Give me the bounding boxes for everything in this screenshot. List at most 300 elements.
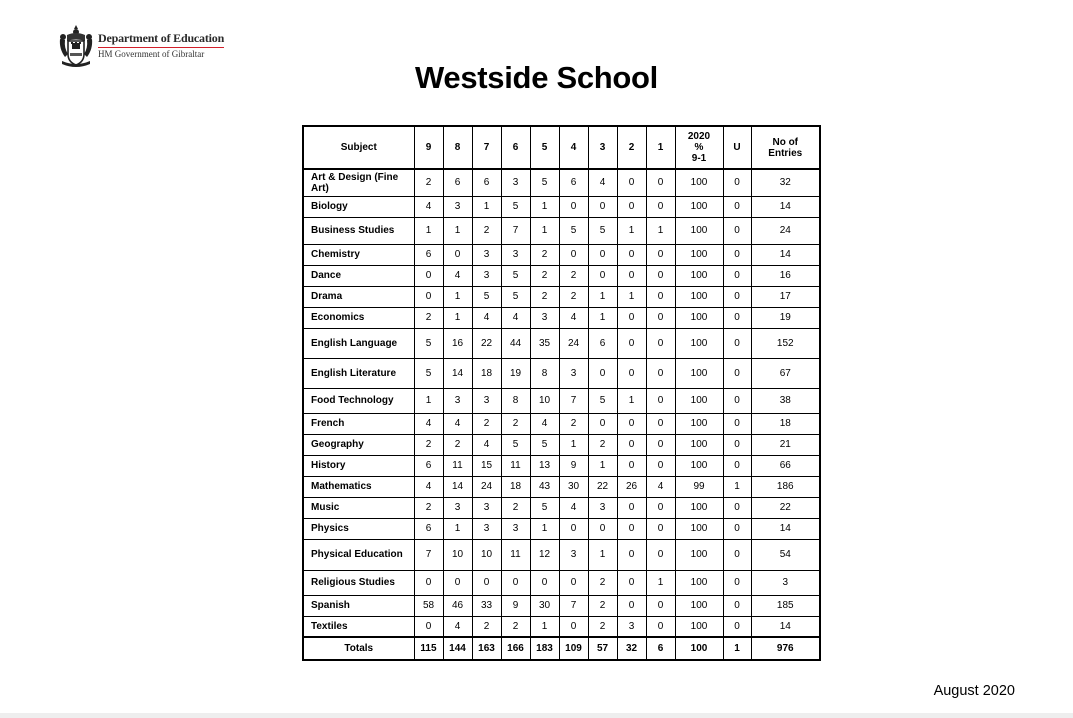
value-cell-grade-5: 8	[530, 358, 559, 388]
value-cell-grade-9: 2	[414, 307, 443, 328]
value-cell-grade-7: 5	[472, 286, 501, 307]
value-cell-grade-2: 0	[617, 244, 646, 265]
value-cell-grade-8: 11	[443, 455, 472, 476]
value-cell-grade-4: 24	[559, 328, 588, 358]
value-cell-pass-rate-2020: 100	[675, 595, 723, 616]
value-cell-number-of-entries: 19	[751, 307, 820, 328]
value-cell-grade-3: 4	[588, 169, 617, 196]
value-cell-grade-4: 7	[559, 595, 588, 616]
value-cell-grade-7: 2	[472, 616, 501, 637]
value-cell-grade-8: 1	[443, 217, 472, 244]
value-cell-grade-7: 3	[472, 244, 501, 265]
table-row	[303, 570, 820, 595]
value-cell-grade-1: 0	[646, 518, 675, 539]
value-cell-number-of-entries: 14	[751, 518, 820, 539]
value-cell-grade-5: 2	[530, 265, 559, 286]
value-cell-number-of-entries: 14	[751, 244, 820, 265]
value-cell-grade-6: 18	[501, 476, 530, 497]
value-cell-grade-4: 4	[559, 497, 588, 518]
value-cell-grade-3: 1	[588, 539, 617, 570]
value-cell-grade-7: 6	[472, 169, 501, 196]
value-cell-number-of-entries: 3	[751, 570, 820, 595]
subject-cell: Economics	[303, 307, 414, 328]
value-cell-grade-1: 0	[646, 595, 675, 616]
value-cell-grade-u: 0	[723, 518, 751, 539]
value-cell-grade-1: 0	[646, 307, 675, 328]
column-header-grade-2: 2	[617, 126, 646, 169]
value-cell-number-of-entries: 66	[751, 455, 820, 476]
value-cell-grade-u: 0	[723, 413, 751, 434]
value-cell-grade-3: 0	[588, 358, 617, 388]
totals-label: Totals	[303, 637, 414, 660]
value-cell-grade-6: 2	[501, 616, 530, 637]
subject-cell: Drama	[303, 286, 414, 307]
value-cell-grade-8: 14	[443, 358, 472, 388]
report-date: August 2020	[933, 683, 1015, 699]
value-cell-number-of-entries: 24	[751, 217, 820, 244]
value-cell-grade-3: 0	[588, 196, 617, 217]
total-cell-grade-4: 109	[559, 637, 588, 660]
value-cell-grade-1: 0	[646, 244, 675, 265]
value-cell-grade-u: 0	[723, 455, 751, 476]
value-cell-grade-6: 2	[501, 413, 530, 434]
value-cell-grade-4: 2	[559, 413, 588, 434]
results-table	[302, 125, 821, 661]
value-cell-number-of-entries: 14	[751, 196, 820, 217]
value-cell-grade-1: 0	[646, 434, 675, 455]
subject-cell: Biology	[303, 196, 414, 217]
value-cell-grade-3: 6	[588, 328, 617, 358]
value-cell-grade-5: 43	[530, 476, 559, 497]
value-cell-grade-5: 2	[530, 244, 559, 265]
value-cell-grade-4: 30	[559, 476, 588, 497]
table-row	[303, 434, 820, 455]
value-cell-grade-5: 1	[530, 196, 559, 217]
value-cell-grade-4: 0	[559, 196, 588, 217]
value-cell-grade-4: 0	[559, 244, 588, 265]
table-row	[303, 328, 820, 358]
value-cell-number-of-entries: 38	[751, 388, 820, 413]
value-cell-pass-rate-2020: 100	[675, 413, 723, 434]
value-cell-grade-3: 0	[588, 413, 617, 434]
value-cell-grade-u: 0	[723, 358, 751, 388]
value-cell-grade-u: 0	[723, 570, 751, 595]
value-cell-grade-2: 0	[617, 539, 646, 570]
value-cell-grade-u: 0	[723, 539, 751, 570]
value-cell-grade-4: 0	[559, 518, 588, 539]
value-cell-grade-u: 0	[723, 265, 751, 286]
value-cell-grade-1: 0	[646, 388, 675, 413]
value-cell-grade-2: 1	[617, 286, 646, 307]
subject-cell: Textiles	[303, 616, 414, 637]
value-cell-grade-7: 0	[472, 570, 501, 595]
table-header-row	[303, 126, 820, 169]
table-row	[303, 455, 820, 476]
value-cell-grade-7: 3	[472, 518, 501, 539]
value-cell-grade-7: 22	[472, 328, 501, 358]
subject-cell: Music	[303, 497, 414, 518]
value-cell-grade-3: 0	[588, 244, 617, 265]
value-cell-pass-rate-2020: 100	[675, 539, 723, 570]
value-cell-grade-8: 3	[443, 196, 472, 217]
subject-cell: English Literature	[303, 358, 414, 388]
value-cell-grade-2: 0	[617, 307, 646, 328]
value-cell-grade-5: 4	[530, 413, 559, 434]
value-cell-grade-9: 5	[414, 328, 443, 358]
total-cell-grade-7: 163	[472, 637, 501, 660]
value-cell-pass-rate-2020: 100	[675, 307, 723, 328]
value-cell-grade-9: 2	[414, 497, 443, 518]
value-cell-grade-6: 11	[501, 455, 530, 476]
value-cell-grade-1: 0	[646, 196, 675, 217]
value-cell-number-of-entries: 21	[751, 434, 820, 455]
value-cell-pass-rate-2020: 100	[675, 388, 723, 413]
value-cell-grade-6: 0	[501, 570, 530, 595]
value-cell-grade-1: 0	[646, 413, 675, 434]
value-cell-number-of-entries: 185	[751, 595, 820, 616]
value-cell-grade-2: 0	[617, 518, 646, 539]
table-row	[303, 217, 820, 244]
value-cell-grade-3: 3	[588, 497, 617, 518]
table-row	[303, 595, 820, 616]
value-cell-grade-6: 5	[501, 265, 530, 286]
value-cell-grade-2: 3	[617, 616, 646, 637]
value-cell-grade-9: 2	[414, 169, 443, 196]
value-cell-grade-9: 0	[414, 286, 443, 307]
value-cell-grade-1: 0	[646, 328, 675, 358]
table-row	[303, 265, 820, 286]
value-cell-grade-5: 1	[530, 518, 559, 539]
value-cell-grade-8: 46	[443, 595, 472, 616]
value-cell-grade-1: 0	[646, 497, 675, 518]
column-header-grade-9: 9	[414, 126, 443, 169]
value-cell-grade-3: 1	[588, 307, 617, 328]
value-cell-grade-5: 5	[530, 169, 559, 196]
value-cell-grade-8: 1	[443, 286, 472, 307]
value-cell-grade-7: 24	[472, 476, 501, 497]
value-cell-grade-3: 1	[588, 286, 617, 307]
logo-text	[98, 32, 224, 60]
value-cell-grade-7: 1	[472, 196, 501, 217]
value-cell-grade-8: 6	[443, 169, 472, 196]
column-header-grade-3: 3	[588, 126, 617, 169]
value-cell-grade-2: 0	[617, 455, 646, 476]
value-cell-number-of-entries: 18	[751, 413, 820, 434]
value-cell-grade-9: 0	[414, 570, 443, 595]
total-cell-grade-9: 115	[414, 637, 443, 660]
value-cell-pass-rate-2020: 100	[675, 196, 723, 217]
value-cell-grade-2: 0	[617, 169, 646, 196]
value-cell-grade-u: 0	[723, 286, 751, 307]
value-cell-grade-9: 4	[414, 196, 443, 217]
value-cell-grade-6: 3	[501, 244, 530, 265]
value-cell-grade-7: 4	[472, 434, 501, 455]
column-header-grade-8: 8	[443, 126, 472, 169]
value-cell-grade-7: 10	[472, 539, 501, 570]
value-cell-grade-u: 1	[723, 476, 751, 497]
value-cell-grade-5: 0	[530, 570, 559, 595]
table-row	[303, 413, 820, 434]
value-cell-grade-7: 2	[472, 217, 501, 244]
value-cell-grade-4: 6	[559, 169, 588, 196]
value-cell-grade-7: 15	[472, 455, 501, 476]
value-cell-grade-2: 0	[617, 434, 646, 455]
value-cell-number-of-entries: 22	[751, 497, 820, 518]
value-cell-grade-9: 7	[414, 539, 443, 570]
value-cell-pass-rate-2020: 100	[675, 497, 723, 518]
value-cell-pass-rate-2020: 100	[675, 244, 723, 265]
value-cell-number-of-entries: 152	[751, 328, 820, 358]
value-cell-number-of-entries: 14	[751, 616, 820, 637]
value-cell-grade-8: 4	[443, 413, 472, 434]
total-cell-grade-1: 6	[646, 637, 675, 660]
total-cell-grade-6: 166	[501, 637, 530, 660]
value-cell-grade-5: 1	[530, 616, 559, 637]
table-row	[303, 169, 820, 196]
subject-cell: Geography	[303, 434, 414, 455]
value-cell-pass-rate-2020: 99	[675, 476, 723, 497]
value-cell-grade-5: 35	[530, 328, 559, 358]
table-row	[303, 518, 820, 539]
value-cell-pass-rate-2020: 100	[675, 169, 723, 196]
table-row	[303, 497, 820, 518]
table-row	[303, 358, 820, 388]
value-cell-number-of-entries: 17	[751, 286, 820, 307]
column-header-grade-4: 4	[559, 126, 588, 169]
value-cell-grade-4: 3	[559, 358, 588, 388]
value-cell-grade-u: 0	[723, 307, 751, 328]
value-cell-grade-7: 18	[472, 358, 501, 388]
value-cell-grade-u: 0	[723, 196, 751, 217]
subject-cell: English Language	[303, 328, 414, 358]
value-cell-grade-2: 0	[617, 196, 646, 217]
value-cell-grade-2: 26	[617, 476, 646, 497]
value-cell-grade-1: 4	[646, 476, 675, 497]
subject-cell: Physics	[303, 518, 414, 539]
value-cell-grade-4: 5	[559, 217, 588, 244]
value-cell-grade-u: 0	[723, 616, 751, 637]
table-row	[303, 286, 820, 307]
value-cell-grade-5: 30	[530, 595, 559, 616]
column-header-grade-6: 6	[501, 126, 530, 169]
value-cell-grade-8: 4	[443, 265, 472, 286]
value-cell-grade-2: 1	[617, 217, 646, 244]
table-row	[303, 388, 820, 413]
value-cell-grade-6: 4	[501, 307, 530, 328]
table-row	[303, 539, 820, 570]
value-cell-number-of-entries: 54	[751, 539, 820, 570]
value-cell-grade-6: 44	[501, 328, 530, 358]
subject-cell: Dance	[303, 265, 414, 286]
value-cell-grade-u: 0	[723, 328, 751, 358]
value-cell-grade-u: 0	[723, 169, 751, 196]
value-cell-grade-4: 3	[559, 539, 588, 570]
value-cell-grade-4: 2	[559, 265, 588, 286]
value-cell-grade-9: 1	[414, 388, 443, 413]
total-cell-pass-rate-2020: 100	[675, 637, 723, 660]
value-cell-grade-3: 2	[588, 595, 617, 616]
total-cell-grade-u: 1	[723, 637, 751, 660]
value-cell-pass-rate-2020: 100	[675, 434, 723, 455]
value-cell-grade-9: 4	[414, 413, 443, 434]
value-cell-grade-9: 0	[414, 265, 443, 286]
value-cell-grade-4: 0	[559, 616, 588, 637]
column-header-grade-1: 1	[646, 126, 675, 169]
value-cell-grade-4: 2	[559, 286, 588, 307]
column-header-grade-5: 5	[530, 126, 559, 169]
value-cell-grade-u: 0	[723, 595, 751, 616]
value-cell-number-of-entries: 16	[751, 265, 820, 286]
column-header-subject: Subject	[303, 126, 414, 169]
table-row	[303, 476, 820, 497]
value-cell-grade-5: 13	[530, 455, 559, 476]
value-cell-grade-6: 2	[501, 497, 530, 518]
value-cell-pass-rate-2020: 100	[675, 570, 723, 595]
total-cell-grade-2: 32	[617, 637, 646, 660]
value-cell-grade-3: 0	[588, 518, 617, 539]
value-cell-grade-8: 3	[443, 388, 472, 413]
value-cell-grade-u: 0	[723, 434, 751, 455]
value-cell-grade-9: 0	[414, 616, 443, 637]
value-cell-grade-7: 33	[472, 595, 501, 616]
table-row	[303, 307, 820, 328]
value-cell-grade-5: 5	[530, 434, 559, 455]
value-cell-grade-6: 3	[501, 169, 530, 196]
value-cell-grade-9: 5	[414, 358, 443, 388]
total-cell-number-of-entries: 976	[751, 637, 820, 660]
value-cell-grade-8: 1	[443, 307, 472, 328]
table-row	[303, 616, 820, 637]
value-cell-grade-5: 12	[530, 539, 559, 570]
value-cell-grade-4: 4	[559, 307, 588, 328]
value-cell-grade-1: 0	[646, 286, 675, 307]
value-cell-grade-u: 0	[723, 497, 751, 518]
table-row	[303, 196, 820, 217]
value-cell-pass-rate-2020: 100	[675, 358, 723, 388]
value-cell-grade-7: 3	[472, 265, 501, 286]
value-cell-grade-6: 9	[501, 595, 530, 616]
value-cell-grade-3: 22	[588, 476, 617, 497]
value-cell-grade-9: 6	[414, 455, 443, 476]
value-cell-grade-6: 3	[501, 518, 530, 539]
table-body	[303, 169, 820, 660]
value-cell-grade-u: 0	[723, 217, 751, 244]
value-cell-grade-2: 0	[617, 497, 646, 518]
table-row	[303, 244, 820, 265]
value-cell-grade-8: 3	[443, 497, 472, 518]
value-cell-grade-8: 10	[443, 539, 472, 570]
value-cell-grade-6: 19	[501, 358, 530, 388]
value-cell-grade-1: 0	[646, 539, 675, 570]
subject-cell: Art & Design (Fine Art)	[303, 169, 414, 196]
value-cell-grade-3: 1	[588, 455, 617, 476]
value-cell-grade-6: 11	[501, 539, 530, 570]
value-cell-grade-8: 16	[443, 328, 472, 358]
value-cell-grade-3: 5	[588, 388, 617, 413]
value-cell-grade-9: 6	[414, 244, 443, 265]
total-cell-grade-5: 183	[530, 637, 559, 660]
subject-cell: Business Studies	[303, 217, 414, 244]
subject-cell: Chemistry	[303, 244, 414, 265]
value-cell-number-of-entries: 67	[751, 358, 820, 388]
value-cell-grade-8: 0	[443, 244, 472, 265]
value-cell-grade-9: 6	[414, 518, 443, 539]
subject-cell: Religious Studies	[303, 570, 414, 595]
value-cell-grade-2: 0	[617, 265, 646, 286]
page-title: Westside School	[415, 60, 658, 95]
value-cell-grade-4: 7	[559, 388, 588, 413]
total-cell-grade-8: 144	[443, 637, 472, 660]
value-cell-grade-6: 5	[501, 286, 530, 307]
bottom-strip	[0, 713, 1073, 718]
value-cell-pass-rate-2020: 100	[675, 616, 723, 637]
value-cell-grade-5: 10	[530, 388, 559, 413]
value-cell-pass-rate-2020: 100	[675, 286, 723, 307]
value-cell-grade-u: 0	[723, 244, 751, 265]
value-cell-grade-u: 0	[723, 388, 751, 413]
value-cell-grade-5: 2	[530, 286, 559, 307]
value-cell-grade-9: 1	[414, 217, 443, 244]
value-cell-grade-3: 2	[588, 434, 617, 455]
value-cell-pass-rate-2020: 100	[675, 455, 723, 476]
value-cell-grade-2: 0	[617, 413, 646, 434]
value-cell-grade-6: 7	[501, 217, 530, 244]
subject-cell: French	[303, 413, 414, 434]
value-cell-pass-rate-2020: 100	[675, 265, 723, 286]
value-cell-grade-1: 1	[646, 217, 675, 244]
value-cell-grade-2: 1	[617, 388, 646, 413]
value-cell-grade-3: 0	[588, 265, 617, 286]
value-cell-grade-6: 5	[501, 434, 530, 455]
column-header-pass-rate-2020: 2020 % 9-1	[675, 126, 723, 169]
column-header-number-of-entries: No of Entries	[751, 126, 820, 169]
subject-cell: Mathematics	[303, 476, 414, 497]
value-cell-grade-6: 8	[501, 388, 530, 413]
value-cell-grade-7: 2	[472, 413, 501, 434]
subject-cell: Food Technology	[303, 388, 414, 413]
value-cell-grade-7: 4	[472, 307, 501, 328]
value-cell-grade-1: 1	[646, 570, 675, 595]
value-cell-grade-4: 9	[559, 455, 588, 476]
value-cell-grade-9: 2	[414, 434, 443, 455]
value-cell-number-of-entries: 32	[751, 169, 820, 196]
value-cell-grade-3: 2	[588, 616, 617, 637]
value-cell-pass-rate-2020: 100	[675, 217, 723, 244]
value-cell-grade-5: 3	[530, 307, 559, 328]
value-cell-grade-4: 1	[559, 434, 588, 455]
value-cell-grade-3: 5	[588, 217, 617, 244]
value-cell-grade-4: 0	[559, 570, 588, 595]
value-cell-grade-1: 0	[646, 358, 675, 388]
value-cell-grade-2: 0	[617, 595, 646, 616]
value-cell-grade-1: 0	[646, 455, 675, 476]
value-cell-grade-9: 4	[414, 476, 443, 497]
subject-cell: Spanish	[303, 595, 414, 616]
value-cell-grade-1: 0	[646, 616, 675, 637]
department-name: Department of Education	[98, 32, 224, 48]
value-cell-grade-9: 58	[414, 595, 443, 616]
value-cell-grade-7: 3	[472, 388, 501, 413]
value-cell-grade-2: 0	[617, 358, 646, 388]
value-cell-grade-8: 1	[443, 518, 472, 539]
value-cell-grade-2: 0	[617, 570, 646, 595]
value-cell-grade-8: 4	[443, 616, 472, 637]
value-cell-grade-1: 0	[646, 169, 675, 196]
subject-cell: History	[303, 455, 414, 476]
value-cell-grade-8: 14	[443, 476, 472, 497]
column-header-grade-7: 7	[472, 126, 501, 169]
value-cell-pass-rate-2020: 100	[675, 328, 723, 358]
